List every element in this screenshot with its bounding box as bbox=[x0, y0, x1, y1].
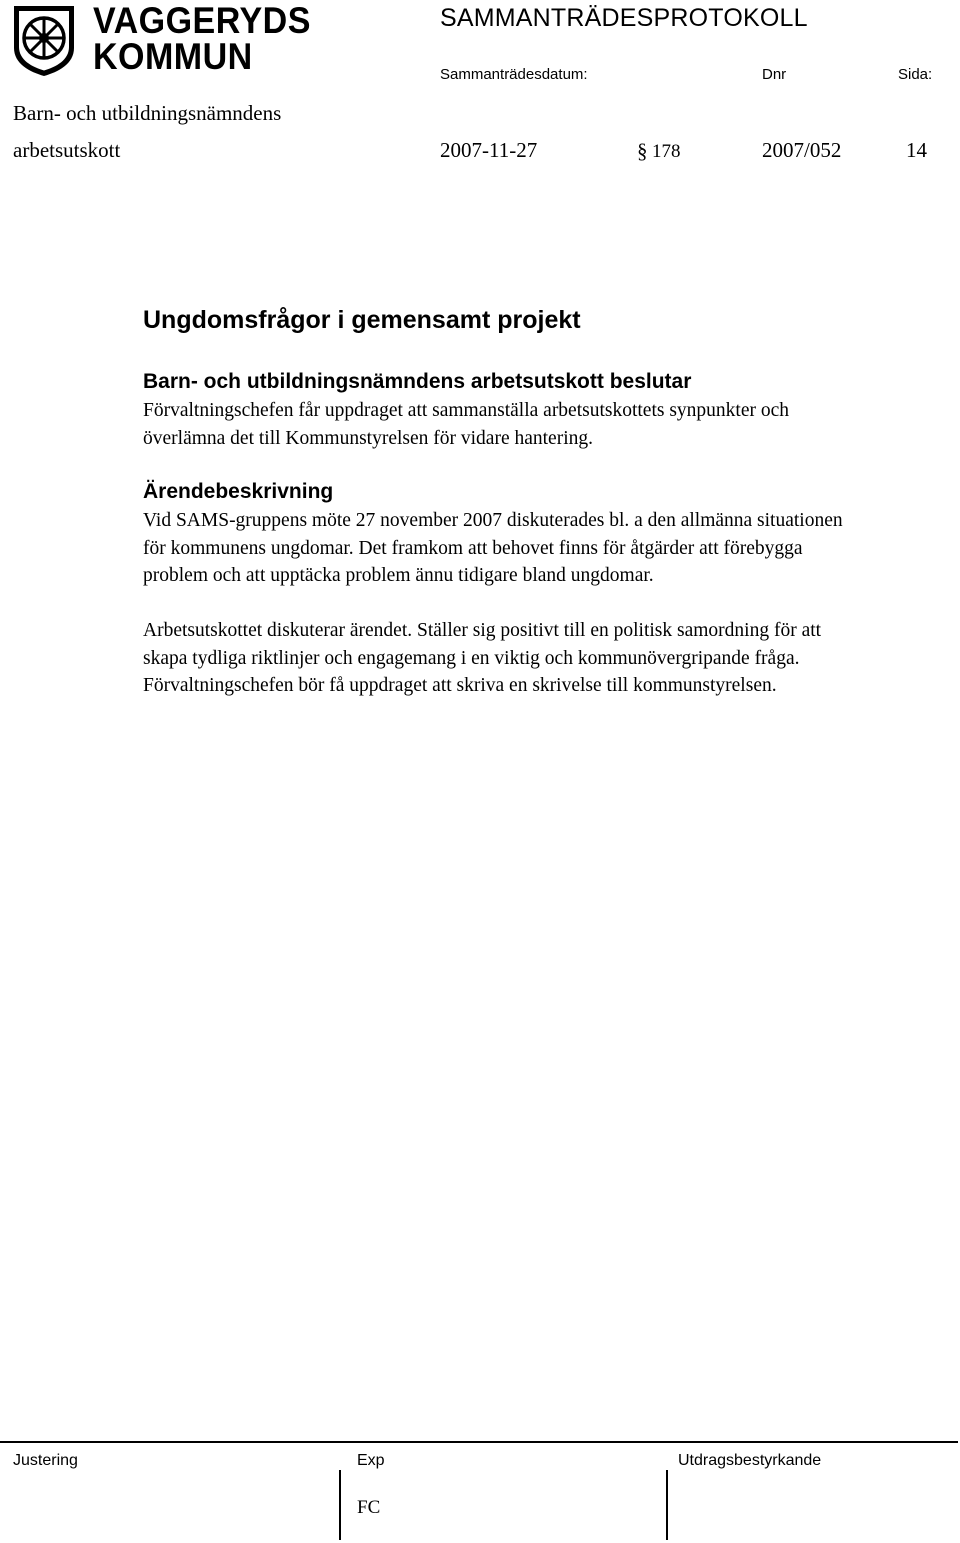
section-symbol-icon: § bbox=[637, 139, 648, 163]
wordmark-line-1: VAGGERYDS bbox=[93, 0, 311, 41]
wordmark-line-2: KOMMUN bbox=[93, 36, 253, 77]
decision-heading: Barn- och utbildningsnämndens arbetsutskott beslutar bbox=[143, 370, 692, 393]
description-heading: Ärendebeskrivning bbox=[143, 480, 334, 503]
description-paragraph-1: Vid SAMS-gruppens möte 27 november 2007 diskuterades bl. a den allmänna situationen för kommunens ungdomar. Det framkom att behovet finns för åtgärder att förebygga problem och att upptäcka problem ännu tidigare bland ungdomar. bbox=[143, 510, 843, 586]
page-number: 14 bbox=[906, 138, 927, 162]
footer-column-divider-2 bbox=[666, 1470, 668, 1540]
section-number: 178 bbox=[652, 141, 681, 162]
meeting-date-label: Sammanträdesdatum: bbox=[440, 66, 588, 83]
page-label: Sida: bbox=[898, 66, 933, 83]
dnr-label: Dnr bbox=[762, 66, 787, 83]
document-type-title: SAMMANTRÄDESPROTOKOLL bbox=[440, 4, 808, 32]
exp-label: Exp bbox=[357, 1452, 385, 1469]
footer-divider bbox=[0, 1441, 958, 1443]
decision-text: Förvaltningschefen får uppdraget att sammanställa arbetsutskottets synpunkter och överlämna det till Kommunstyrelsen för vidare hantering. bbox=[143, 400, 790, 449]
exp-initials: FC bbox=[357, 1497, 381, 1518]
committee-name-line-2: arbetsutskott bbox=[13, 138, 121, 162]
description-paragraph-2: Arbetsutskottet diskuterar ärendet. Ställer sig positivt till en politisk samordning för att skapa tydliga riktlinjer och engagemang i en viktig och kommunövergripande fråga. Förvaltningschefen bör få uppdraget att skriva en skrivelse till kommunstyrelsen. bbox=[143, 620, 822, 696]
utdragsbestyrkande-label: Utdragsbestyrkande bbox=[678, 1452, 822, 1469]
municipality-wordmark bbox=[93, 2, 328, 76]
footer-column-divider-1 bbox=[339, 1470, 341, 1540]
justering-label: Justering bbox=[13, 1452, 78, 1469]
diary-number: 2007/052 bbox=[762, 138, 842, 162]
committee-name-line-1: Barn- och utbildningsnämndens bbox=[13, 101, 282, 125]
meeting-date: 2007-11-27 bbox=[440, 138, 538, 162]
page-title: Ungdomsfrågor i gemensamt projekt bbox=[143, 306, 581, 334]
municipality-coat-of-arms-icon bbox=[12, 4, 76, 78]
